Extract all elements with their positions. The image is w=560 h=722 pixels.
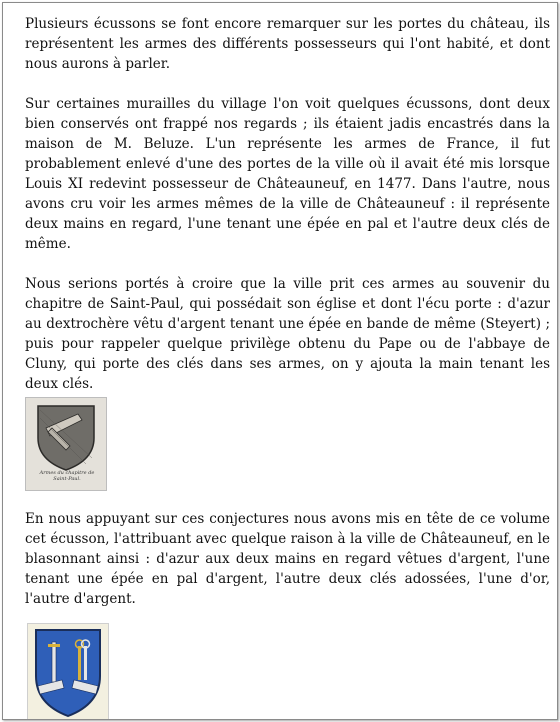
chateauneuf-arms bbox=[27, 623, 109, 720]
paragraph-4: En nous appuyant sur ces conjectures nous avons mis en tête de ce volume cet écusson, l'attribuant avec quelque raison à la ville de Châteauneuf, en le blasonnant ainsi : d'azur aux deux mains en regard vêtues d'argent, l'une tenant une épée en pal d'argent, l'autre deux clés adossées, l'une d'or, l'autre d'argent. bbox=[25, 511, 550, 607]
document-text bbox=[25, 14, 550, 414]
document-text-continued bbox=[25, 509, 550, 629]
paragraph-1: Plusieurs écussons se font encore remarquer sur les portes du château, ils représentent les armes des différents possesseurs qui l'ont habité, et dont nous aurons à parler. bbox=[25, 16, 550, 72]
blue-shield-icon bbox=[28, 624, 108, 720]
paragraph-3: Nous serions portés à croire que la ville prit ces armes au souvenir du chapitre de Saint-Paul, qui possédait son église et dont l'écu porte : d'azur au dextrochère vêtu d'argent tenant une épée en bande de même (Steyert) ; puis pour rappeler quelque privilège obtenu du Pape ou de l'abbaye de Cluny, qui porte des clés dans ses armes, on y ajouta la main tenant les deux clés. bbox=[25, 276, 550, 392]
engraving-caption: Armes du chapitre de Saint-Paul. bbox=[39, 470, 95, 482]
paragraph-2: Sur certaines murailles du village l'on voit quelques écussons, dont deux bien conservés ont frappé nos regards ; ils étaient jadis encastrés dans la maison de M. Beluze. L'un représente les armes de France, il fut probablement enlevé d'une des portes de la ville où il avait été mis lorsque Louis XI redevint possesseur de Châteauneuf, en 1477. Dans l'autre, nous avons cru voir les armes mêmes de la ville de Châteauneuf : il représente deux mains en regard, l'une tenant une épée en pal et l'autre deux clés de même. bbox=[25, 96, 550, 252]
document-frame bbox=[2, 2, 558, 720]
chapter-arms-engraving bbox=[25, 397, 107, 491]
